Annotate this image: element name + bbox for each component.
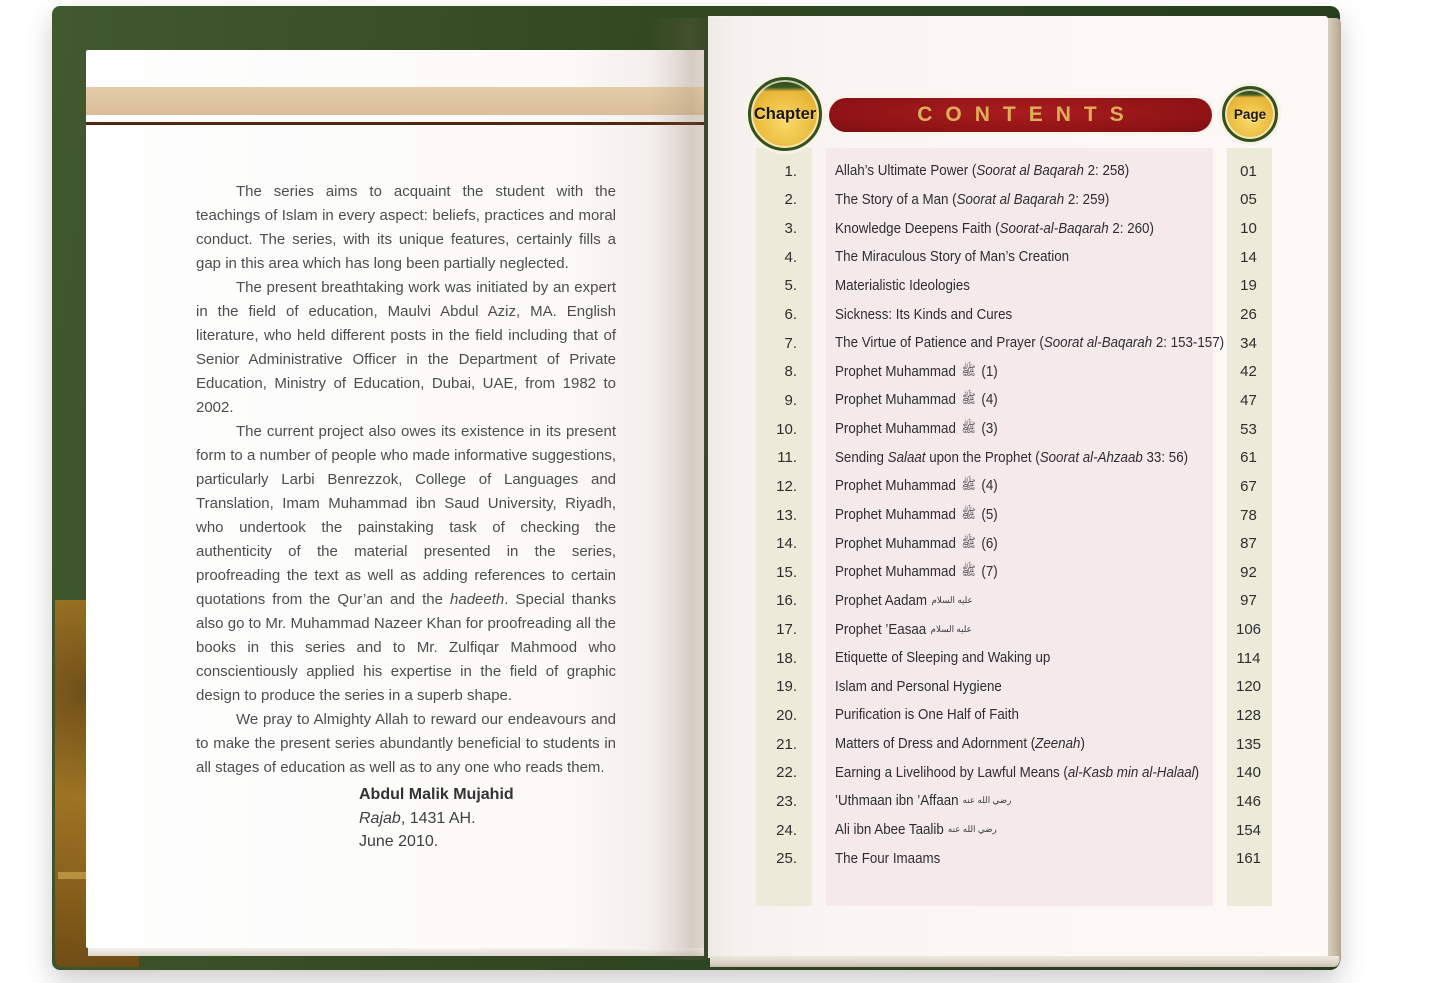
- text-segment: Salaat: [887, 449, 926, 466]
- page-badge-label: Page: [1233, 106, 1267, 122]
- decorative-maroon-rule: [86, 122, 704, 125]
- toc-page-number: 34: [1240, 334, 1257, 352]
- toc-row: [708, 443, 1328, 472]
- toc-title: [826, 450, 1213, 466]
- toc-title-text: [835, 851, 940, 867]
- toc-page-number: 47: [1240, 391, 1257, 409]
- preface-paragraph: [196, 276, 616, 420]
- text-segment: (5): [977, 507, 998, 523]
- author-name: Abdul Malik Mujahid: [359, 786, 514, 803]
- toc-row: [708, 157, 1328, 186]
- text-segment: upon the Prophet (: [925, 449, 1040, 466]
- toc-title-text: [835, 536, 998, 552]
- toc-title-text: [835, 192, 1109, 208]
- text-segment: The Miraculous Story of Man’s Creation: [835, 249, 1070, 266]
- hijri-date: [359, 807, 514, 831]
- toc-page-number: 10: [1240, 220, 1257, 238]
- text-segment: Zeenah: [1035, 736, 1081, 753]
- honorific-as: عليه السلام: [930, 623, 972, 634]
- toc-page-number: 05: [1240, 191, 1257, 209]
- toc-page-number: 146: [1235, 792, 1262, 810]
- toc-row: [708, 844, 1328, 873]
- text-segment: Materialistic Ideologies: [835, 277, 970, 294]
- toc-chapter-number: 18.: [776, 649, 797, 667]
- left-page: [86, 50, 704, 948]
- toc-page-number: 14: [1240, 248, 1257, 266]
- text-segment: The present breathtaking work was initiated by an expert in the field of education, Maulvi Abdul Aziz, MA. English literature, who held different posts in the field including that of Senior Administrative Officer in the Department of Private Education, Ministry of Education, Dubai, UAE, from 1982 to 2002.: [196, 279, 616, 416]
- text-segment: The current project also owes its existence in its present form to a number of people who made informative suggestions, particularly Larbi Benrezzok, College of Languages and Translation, Imam Muhammad ibn Saud University, Riyadh, who undertook the painstaking task of checking the authenticity of the material presented in the series, proofreading the text as well as adding references to certain quotations from the Qur’an and the: [196, 423, 616, 608]
- toc-chapter-number: 14.: [776, 535, 797, 553]
- toc-title-text: [835, 392, 998, 408]
- toc-title-text: [835, 364, 998, 380]
- toc-title: [826, 192, 1213, 208]
- toc-title-text: [835, 650, 1050, 666]
- text-segment: Sending: [835, 449, 888, 466]
- toc-title: [826, 593, 1213, 609]
- toc-chapter-number: 4.: [784, 248, 797, 266]
- text-segment: Prophet Muhammad: [835, 363, 960, 380]
- text-segment: 2: 259): [1064, 191, 1110, 208]
- toc-page-number: 97: [1240, 592, 1257, 610]
- chapter-badge-label: Chapter: [753, 104, 817, 123]
- toc-title-text: [835, 822, 998, 838]
- text-segment: Prophet Muhammad: [835, 564, 960, 581]
- text-segment: Prophet ’Easaa: [835, 621, 930, 638]
- toc-page-number: 19: [1240, 277, 1257, 295]
- toc-row: [708, 186, 1328, 215]
- toc-title-text: [835, 765, 1199, 781]
- toc-row: [708, 386, 1328, 415]
- toc-chapter-number: 22.: [776, 764, 797, 782]
- text-segment: Prophet Muhammad: [835, 421, 960, 438]
- toc-row: [708, 673, 1328, 702]
- honorific-ra: رضي الله عنه: [962, 795, 1012, 806]
- toc-page-number: 161: [1235, 850, 1262, 868]
- text-segment: Ali ibn Abee Taalib: [835, 822, 948, 839]
- toc-row: [708, 472, 1328, 501]
- text-segment: Prophet Muhammad: [835, 507, 960, 523]
- toc-title-text: [835, 507, 998, 523]
- toc-title: [826, 421, 1213, 437]
- toc-title-text: [835, 679, 1002, 695]
- preface-text: [196, 180, 616, 780]
- text-segment: hadeeth: [450, 591, 505, 608]
- toc-page-number: 92: [1240, 563, 1257, 581]
- hijri-year: , 1431 AH.: [400, 809, 476, 827]
- toc-chapter-number: 21.: [776, 735, 797, 753]
- toc-title-text: [835, 707, 1019, 723]
- text-segment: ): [1080, 736, 1085, 753]
- honorific-ra: رضي الله عنه: [948, 824, 997, 835]
- text-segment: (4): [977, 478, 998, 495]
- toc-title: [826, 221, 1213, 237]
- toc-chapter-number: 11.: [777, 449, 797, 467]
- toc-row: [708, 272, 1328, 301]
- contents-title: CONTENTS: [917, 103, 1137, 126]
- toc-title-text: [835, 163, 1129, 179]
- toc-title: [826, 536, 1213, 552]
- honorific-saw: ﷺ: [961, 362, 976, 378]
- honorific-saw: ﷺ: [961, 563, 976, 579]
- toc-title: [826, 278, 1213, 294]
- text-segment: Soorat al Baqarah: [976, 163, 1084, 180]
- toc-chapter-number: 5.: [784, 277, 797, 295]
- toc-chapter-number: 7.: [784, 334, 797, 352]
- text-segment: We pray to Almighty Allah to reward our endeavours and to make the present series abundantly beneficial to students in all stages of education as well as to any one who reads them.: [196, 711, 616, 776]
- toc-page-number: 154: [1235, 821, 1262, 839]
- text-segment: The series aims to acquaint the student with the teachings of Islam in every aspect: beliefs, practices and moral conduct. The series, with its unique features, certainly fills a gap in this area which has long been partially neglected.: [196, 183, 616, 272]
- toc-row: [708, 415, 1328, 444]
- toc-title-text: [835, 622, 973, 638]
- text-segment: ): [1194, 764, 1200, 781]
- text-segment: Matters of Dress and Adornment (: [835, 736, 1036, 753]
- preface-paragraph: [196, 420, 616, 708]
- toc-row: [708, 587, 1328, 616]
- toc-title: [826, 163, 1213, 179]
- toc-row: [708, 615, 1328, 644]
- toc-chapter-number: 16.: [776, 592, 797, 610]
- honorific-saw: ﷺ: [961, 506, 976, 521]
- page-stack-edge-bottom: [710, 956, 1339, 967]
- text-segment: 2: 260): [1108, 220, 1154, 237]
- toc-page-number: 135: [1235, 735, 1262, 753]
- toc-chapter-number: 15.: [776, 563, 797, 581]
- toc-page-number: 78: [1240, 506, 1257, 524]
- toc-row: [708, 701, 1328, 730]
- honorific-saw: ﷺ: [961, 477, 976, 493]
- preface-paragraph: [196, 180, 616, 276]
- toc-chapter-number: 3.: [784, 220, 797, 238]
- toc-title: [826, 851, 1213, 867]
- toc-title: [826, 392, 1213, 408]
- toc-row: [708, 300, 1328, 329]
- text-segment: al-Kasb min al-Halaal: [1067, 764, 1195, 781]
- text-segment: Soorat al Baqarah: [956, 191, 1065, 208]
- text-segment: 33: 56): [1142, 449, 1189, 466]
- honorific-saw: ﷺ: [961, 534, 976, 550]
- toc-title-text: [835, 307, 1012, 323]
- toc-page-number: 42: [1240, 363, 1257, 381]
- text-segment: Prophet Muhammad: [835, 392, 960, 409]
- toc-page-number: 120: [1235, 678, 1262, 696]
- toc-title: [826, 793, 1213, 809]
- text-segment: Soorat al-Baqarah: [1043, 335, 1153, 352]
- toc-row: [708, 214, 1328, 243]
- toc-title-text: [835, 335, 1224, 351]
- toc-title: [826, 679, 1213, 695]
- toc-chapter-number: 8.: [784, 363, 797, 381]
- toc-chapter-number: 10.: [776, 420, 797, 438]
- toc-chapter-number: 17.: [776, 621, 797, 639]
- text-segment: ’Uthmaan ibn ’Affaan: [835, 793, 963, 810]
- signature-block: [359, 783, 514, 854]
- toc-title: [826, 707, 1213, 723]
- text-segment: (7): [977, 564, 998, 581]
- toc-title: [826, 478, 1213, 494]
- toc-row: [708, 357, 1328, 386]
- text-segment: The Virtue of Patience and Prayer (: [835, 335, 1044, 352]
- text-segment: Knowledge Deepens Faith (: [835, 220, 1000, 237]
- text-segment: 2: 153-157): [1152, 335, 1225, 352]
- chapter-badge: [748, 77, 822, 151]
- toc-row: [708, 243, 1328, 272]
- text-segment: Etiquette of Sleeping and Waking up: [835, 650, 1051, 667]
- toc-chapter-number: 23.: [776, 792, 797, 810]
- toc-row: [708, 787, 1328, 816]
- toc-list: [708, 157, 1328, 873]
- toc-page-number: 67: [1240, 477, 1257, 495]
- decorative-tan-band: [86, 87, 704, 115]
- toc-title: [826, 507, 1213, 523]
- text-segment: . Special thanks also go to Mr. Muhammad Nazeer Khan for proofreading all the books in this series and to Mr. Zulfiqar Mahmood who conscientiously applied his expertise in the field of graphic design to produce the series in a superb shape.: [196, 591, 616, 704]
- text-segment: Prophet Muhammad: [835, 478, 960, 495]
- toc-title: [826, 650, 1213, 666]
- toc-chapter-number: 9.: [784, 391, 797, 409]
- toc-title: [826, 736, 1213, 752]
- toc-page-number: 01: [1240, 162, 1257, 180]
- toc-row: [708, 644, 1328, 673]
- toc-title: [826, 249, 1213, 265]
- toc-title-text: [835, 593, 974, 609]
- text-segment: (4): [977, 392, 998, 409]
- text-segment: The Four Imaams: [835, 850, 941, 867]
- preface-paragraph: [196, 708, 616, 780]
- toc-chapter-number: 1.: [784, 162, 797, 180]
- contents-banner: [829, 98, 1212, 132]
- toc-row: [708, 816, 1328, 845]
- text-segment: 2: 258): [1083, 163, 1130, 180]
- toc-row: [708, 529, 1328, 558]
- open-book: [52, 6, 1340, 970]
- text-segment: Allah’s Ultimate Power (: [835, 163, 977, 180]
- toc-title: [826, 564, 1213, 580]
- text-segment: Islam and Personal Hygiene: [835, 678, 1002, 695]
- toc-chapter-number: 20.: [776, 706, 797, 724]
- toc-title-text: [835, 421, 998, 437]
- toc-title-text: [835, 736, 1085, 752]
- right-page: [708, 16, 1328, 958]
- toc-chapter-number: 19.: [776, 678, 797, 696]
- toc-title-text: [835, 793, 1012, 809]
- toc-page-number: 53: [1240, 420, 1257, 438]
- text-segment: Soorat-al-Baqarah: [999, 220, 1109, 237]
- text-segment: Soorat al-Ahzaab: [1039, 449, 1143, 466]
- toc-chapter-number: 12.: [776, 477, 797, 495]
- toc-title-text: [835, 249, 1069, 265]
- honorific-saw: ﷺ: [961, 391, 976, 407]
- text-segment: (3): [977, 421, 998, 438]
- page-badge: [1222, 86, 1278, 142]
- toc-title: [826, 307, 1213, 323]
- page-stack-edge-bottom-left: [88, 948, 704, 956]
- toc-page-number: 128: [1235, 706, 1262, 724]
- toc-title-text: [835, 478, 998, 494]
- toc-title: [826, 622, 1213, 638]
- toc-title-text: [835, 450, 1188, 466]
- hijri-month: Rajab: [359, 809, 401, 827]
- toc-row: [708, 329, 1328, 358]
- text-segment: (1): [977, 363, 998, 380]
- toc-title: [826, 364, 1213, 380]
- text-segment: The Story of a Man (: [835, 191, 957, 208]
- page-stack-edge-right: [1328, 18, 1341, 964]
- honorific-as: عليه السلام: [931, 594, 973, 605]
- toc-page-number: 140: [1235, 764, 1262, 782]
- toc-row: [708, 758, 1328, 787]
- toc-page-number: 61: [1240, 449, 1257, 467]
- toc-page-number: 106: [1235, 621, 1262, 639]
- text-segment: Earning a Livelihood by Lawful Means (: [835, 764, 1068, 781]
- toc-page-number: 26: [1240, 306, 1257, 324]
- text-segment: Prophet Muhammad: [835, 535, 960, 552]
- toc-chapter-number: 13.: [776, 506, 797, 524]
- toc-chapter-number: 2.: [784, 191, 797, 209]
- toc-chapter-number: 24.: [776, 821, 797, 839]
- toc-page-number: 114: [1236, 649, 1261, 667]
- toc-title-text: [835, 278, 970, 294]
- toc-chapter-number: 25.: [776, 850, 797, 868]
- text-segment: Purification is One Half of Faith: [835, 707, 1019, 724]
- text-segment: Sickness: Its Kinds and Cures: [835, 306, 1013, 323]
- toc-row: [708, 501, 1328, 530]
- honorific-saw: ﷺ: [961, 420, 976, 436]
- toc-title-text: [835, 221, 1154, 237]
- toc-row: [708, 558, 1328, 587]
- text-segment: Prophet Aadam: [835, 592, 931, 609]
- toc-title: [826, 335, 1225, 352]
- toc-page-number: 87: [1240, 535, 1257, 553]
- toc-title-text: [835, 564, 998, 580]
- toc-title: [826, 822, 1213, 838]
- toc-chapter-number: 6.: [784, 306, 797, 324]
- gregorian-date: June 2010.: [359, 833, 439, 850]
- toc-title: [826, 765, 1213, 781]
- text-segment: (6): [977, 535, 998, 552]
- toc-row: [708, 730, 1328, 759]
